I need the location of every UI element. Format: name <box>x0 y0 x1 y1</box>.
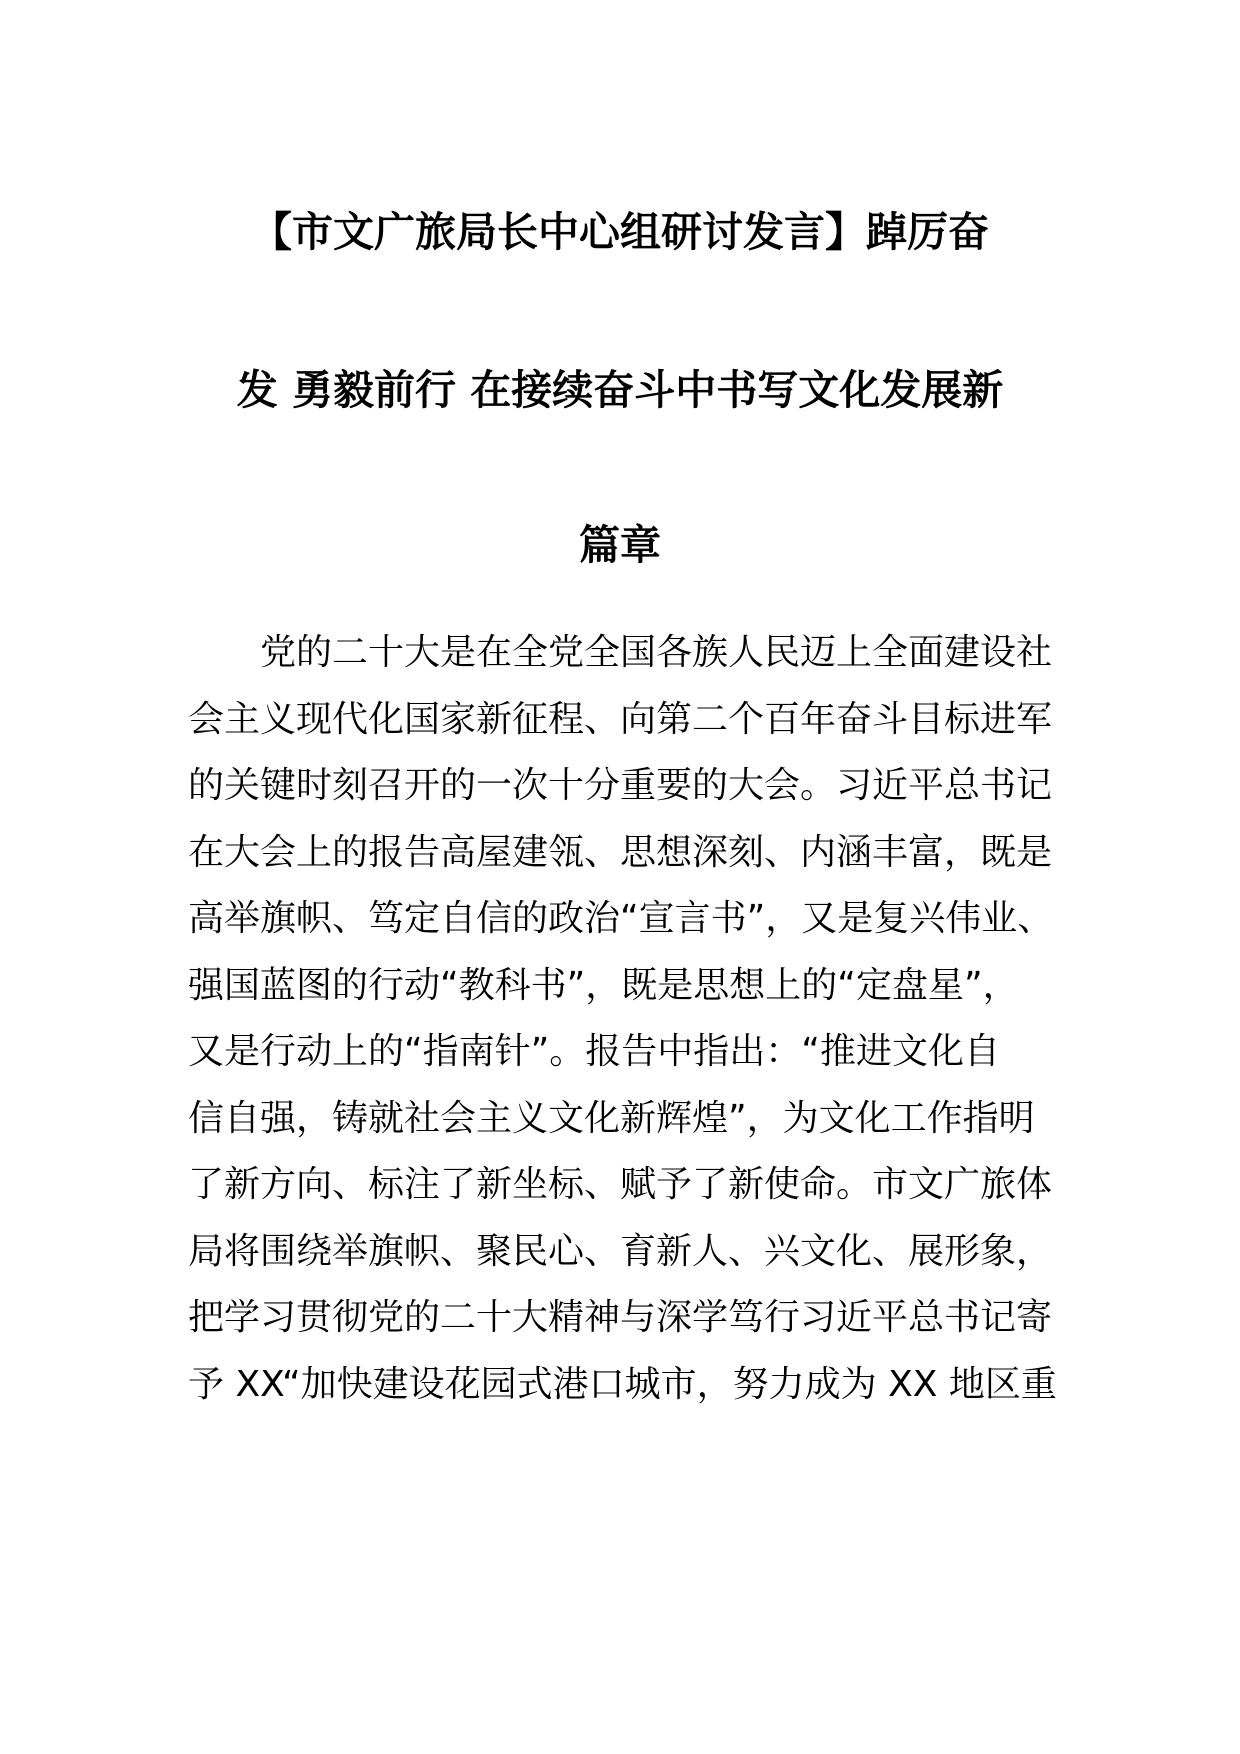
body-text-line: 又是行动上的“指南针”。报告中指出：“推进文化自 <box>188 1031 1000 1072</box>
body-text-line: 的关键时刻召开的一次十分重要的大会。习近平总书记 <box>188 765 1053 806</box>
body-text-line: 会主义现代化国家新征程、向第二个百年奋斗目标进军 <box>188 699 1053 740</box>
body-text-line: 党的二十大是在全党全国各族人民迈上全面建设社 <box>260 632 1053 673</box>
document-title-line-2: 发 勇毅前行 在接续奋斗中书写文化发展新 <box>236 366 1004 414</box>
body-text-line: 在大会上的报告高屋建瓴、思想深刻、内涵丰富，既是 <box>188 832 1053 873</box>
document-title-line-3: 篇章 <box>579 521 661 569</box>
body-text-line: 局将围绕举旗帜、聚民心、育新人、兴文化、展形象， <box>188 1231 1053 1272</box>
body-text-line: 强国蓝图的行动“教科书”，既是思想上的“定盘星”， <box>188 965 1019 1006</box>
document-title-line-1: 【市文广旅局长中心组研讨发言】踔厉奋 <box>251 208 989 256</box>
body-text-line: 予 XX“加快建设花园式港口城市，努力成为 XX 地区重 <box>188 1364 1057 1405</box>
body-text-line: 高举旗帜、笃定自信的政治“宣言书”，又是复兴伟业、 <box>188 898 1054 939</box>
body-text-line: 把学习贯彻党的二十大精神与深学笃行习近平总书记寄 <box>188 1297 1053 1338</box>
body-text-line: 了新方向、标注了新坐标、赋予了新使命。市文广旅体 <box>188 1164 1053 1205</box>
body-text-line: 信自强，铸就社会主义文化新辉煌”，为文化工作指明 <box>188 1098 1035 1139</box>
